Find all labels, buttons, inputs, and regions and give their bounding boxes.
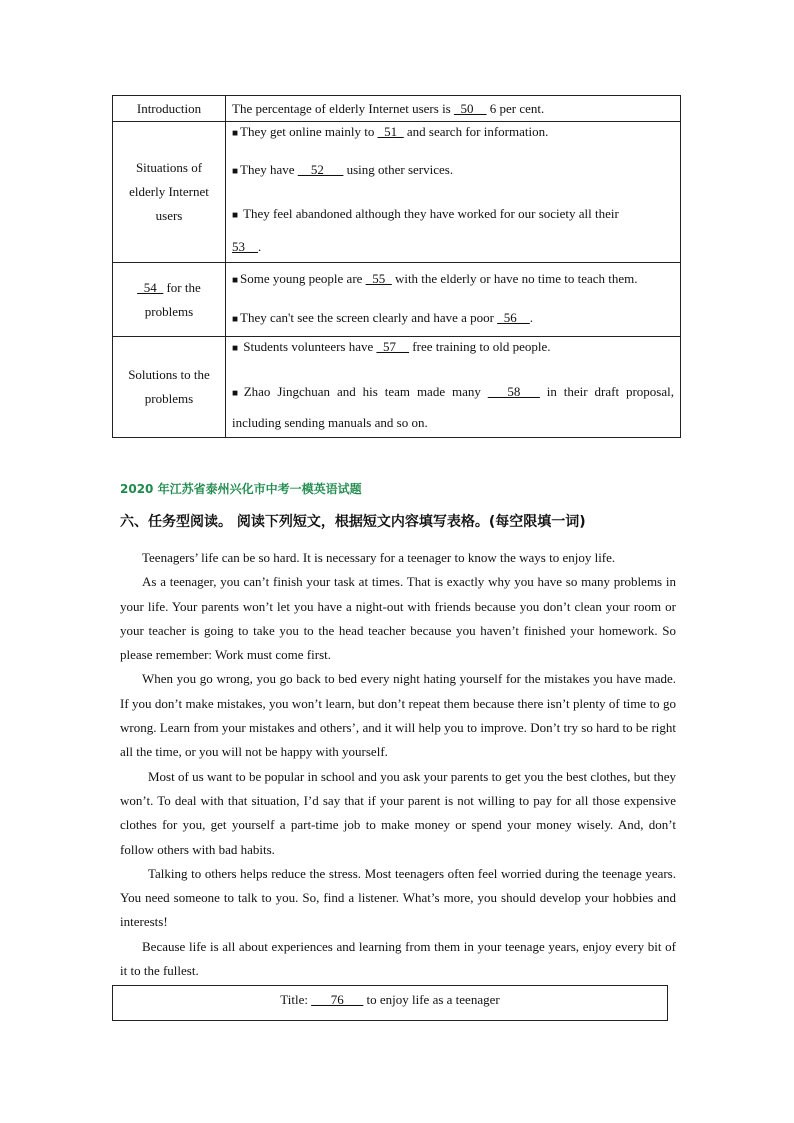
cell-text: including sending manuals and so on.: [232, 415, 428, 430]
blank-57: _57__: [376, 339, 410, 354]
section-heading: 六、任务型阅读。 阅读下列短文，根据短文内容填写表格。(每空限填一词): [120, 514, 586, 530]
cell-text: 6 per cent.: [486, 100, 545, 116]
cell-text: free training to old people.: [409, 339, 551, 354]
table-row: [113, 337, 681, 438]
cell-text: .: [529, 310, 533, 325]
row-content: [226, 263, 681, 337]
bullet-line: [232, 308, 674, 330]
cell-text: and search for information.: [403, 124, 549, 139]
passage-paragraph: Most of us want to be popular in school and you ask your parents to get you the best clothes, but they won’t. To deal with that situation, I’d say that if your parent is not willing to pay for all those expensive clothes for you, get yourself a part-time job to make money or spend your money wisely. And, don’t follow others with bad habits.: [120, 768, 676, 857]
label-text: Situations of elderly Internet users: [129, 160, 209, 223]
square-bullet-icon: ■: [232, 210, 239, 221]
bullet-line: [232, 160, 674, 182]
cell-text: in their draft proposal,: [539, 384, 674, 399]
label-text: Solutions to the problems: [128, 367, 210, 406]
cell-text: Some young people are: [240, 271, 366, 286]
blank-51: _51_: [377, 124, 404, 139]
row-label: [113, 122, 226, 263]
cell-text: They can't see the screen clearly and have a poor: [240, 310, 498, 325]
square-bullet-icon: ■: [232, 275, 239, 286]
source-heading: 2020 年江苏省泰州兴化市中考一模英语试题: [120, 482, 362, 496]
cell-text: Students volunteers have: [240, 339, 377, 354]
row-label: [113, 96, 226, 122]
cell-text: They get online mainly to: [240, 124, 378, 139]
passage-paragraph: Teenagers’ life can be so hard. It is necessary for a teenager to know the ways to enjoy life.: [142, 550, 616, 565]
row-label: [113, 263, 226, 337]
title-box: [112, 985, 668, 1021]
cell-text: Zhao Jingchuan and his team made many: [243, 384, 488, 399]
cell-text: The percentage of elderly Internet users is: [232, 100, 454, 116]
cell-text: .: [258, 239, 262, 254]
cell-text: using other services.: [343, 162, 454, 177]
square-bullet-icon: ■: [232, 166, 239, 177]
blank-76: ___76___: [311, 992, 364, 1007]
reading-passage: [120, 546, 676, 983]
row-content: [226, 122, 681, 263]
passage-paragraph: When you go wrong, you go back to bed every night hating yourself for the mistakes you have made. If you don’t make mistakes, you won’t learn, but don’t repeat them because there isn’t plenty of time to go wrong. Learn from your mistakes and others’, and it will help you to improve. Don’t try so hard to be right all the time, or you will not be happy with yourself.: [120, 671, 676, 760]
title-suffix: to enjoy life as a teenager: [363, 992, 500, 1007]
table-row: [113, 122, 681, 263]
bullet-line: [232, 122, 674, 144]
passage-paragraph: Talking to others helps reduce the stress. Most teenagers often feel worried during the teenage years. You need someone to talk to you. So, find a listener. What’s more, you should develop your hobbies and interests!: [120, 865, 676, 930]
square-bullet-icon: ■: [232, 388, 242, 399]
blank-52: __52___: [297, 162, 344, 177]
bullet-line: [232, 269, 674, 291]
task-table: [112, 95, 681, 438]
label-text: for the problems: [144, 279, 201, 319]
bullet-line: [232, 337, 674, 359]
blank-55: _55_: [365, 271, 392, 286]
table-row: [113, 263, 681, 337]
title-prefix: Title:: [280, 992, 312, 1007]
blank-54: _54_: [137, 279, 164, 295]
square-bullet-icon: ■: [232, 128, 239, 139]
blank-53: 53__: [232, 239, 258, 254]
cell-text: with the elderly or have no time to teach them.: [391, 271, 638, 286]
blank-58: ___58___: [487, 384, 540, 399]
blank-56: _56__: [497, 310, 530, 325]
table-row: [113, 96, 681, 122]
bullet-line: [232, 198, 674, 262]
label-text: Introduction: [136, 100, 202, 116]
square-bullet-icon: ■: [232, 343, 239, 354]
passage-paragraph: As a teenager, you can’t finish your task at times. That is exactly why you have so many problems in your life. Your parents won’t let you have a night-out with friends because you don’t clean your room or your teacher is going to take you to the head teacher because you haven’t finished your homework. So please remember: Work must come first.: [120, 574, 676, 663]
passage-paragraph: Because life is all about experiences and learning from them in your teenage years, enjoy every bit of it to the fullest.: [120, 938, 676, 979]
row-label: [113, 337, 226, 438]
blank-50: _50__: [453, 100, 487, 116]
square-bullet-icon: ■: [232, 314, 239, 325]
cell-text: They have: [240, 162, 298, 177]
row-content: [226, 96, 681, 122]
row-content: [226, 337, 681, 438]
cell-text: They feel abandoned although they have worked for our society all their: [243, 206, 619, 221]
bullet-line: [232, 376, 674, 409]
